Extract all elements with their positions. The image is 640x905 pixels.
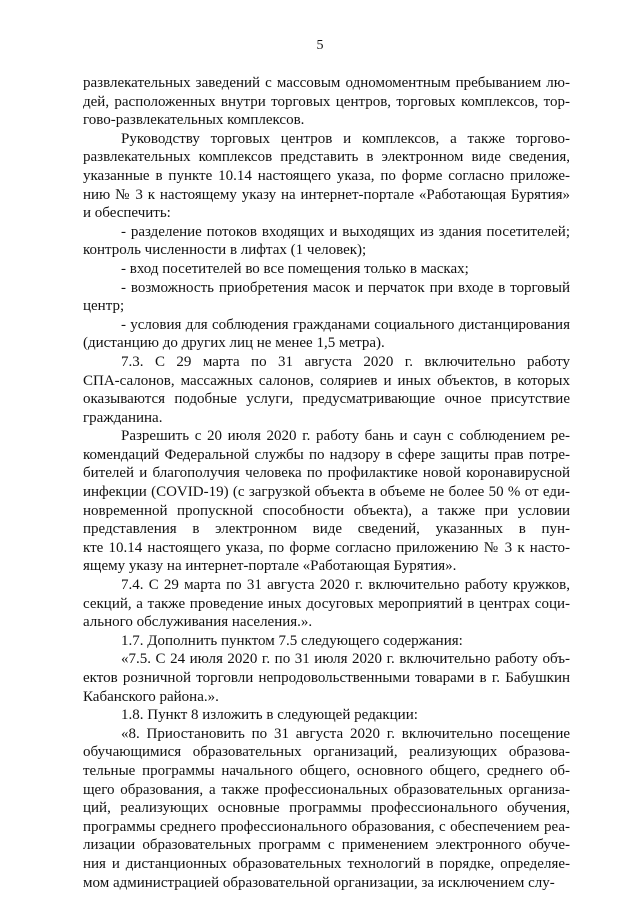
text-line: Разрешить с 20 июля 2020 г. работу бань и саун с соблюдением ре- [121,428,570,445]
text-line: СПА-салонов, массажных салонов, соляриев и иных объектов, в которых [83,372,570,389]
paragraph [83,316,570,353]
text-line: контроль численности в лифтах (1 человек); [83,242,367,259]
text-line: 7.4. С 29 марта по 31 августа 2020 г. включительно работу кружков, [121,577,570,594]
text-line: комендаций Федеральной службы по надзору в сфере защиты прав потре- [83,446,570,463]
text-line: секций, а также проведение иных досуговых мероприятий в центрах соци- [83,595,570,612]
text-line: гражданина. [83,409,163,426]
text-line: 1.7. Дополнить пунктом 7.5 следующего содержания: [121,632,463,649]
paragraph [83,576,570,632]
text-line: щего образования, а также профессиональных образовательных организа- [83,781,570,798]
text-line: «8. Приостановить по 31 августа 2020 г. включительно посещение [121,725,570,742]
paragraph [83,74,570,130]
text-line: 1.8. Пункт 8 изложить в следующей редакции: [121,707,418,724]
text-line: программы среднего профессионального образования, с обеспечением реа- [83,818,570,835]
text-line: - вход посетителей во все помещения только в масках; [121,260,469,277]
text-line: центр; [83,298,125,315]
text-line: кте 10.14 настоящего указа, по форме согласно приложению № 3 к насто- [83,539,570,556]
paragraph [83,223,570,260]
paragraph [83,279,570,316]
text-line: дей, расположенных внутри торговых центров, торговых комплексов, тор- [83,93,570,110]
text-line: оказываются подобные услуги, предусматривающие очное присутствие [83,391,570,408]
text-line: представления в электронном виде сведений, указанных в пун- [83,521,570,538]
text-line: обучающимися образовательных организаций, реализующих образова- [83,744,570,761]
paragraph [83,260,570,279]
text-line: тельные программы начального общего, основного общего, среднего об- [83,762,570,779]
text-line: Руководству торговых центров и комплексов, а также торгово- [121,130,570,147]
paragraph [83,130,570,223]
text-line: бителей и благополучия человека по профилактике новой коронавирусной [83,465,570,482]
text-line: - разделение потоков входящих и выходящих из здания посетителей; [121,223,570,240]
text-line: (дистанцию до других лиц не менее 1,5 метра). [83,335,385,352]
paragraph [83,725,570,892]
text-line: нию № 3 к настоящему указу на интернет-портале «Работающая Бурятия» [83,186,570,203]
text-line: мом администрацией образовательной организации, за исключением слу- [83,874,555,891]
text-line: ния и дистанционных образовательных технологий в порядке, определяе- [83,855,570,872]
text-line: ального обслуживания населения.». [83,614,313,631]
text-line: Кабанского района.». [83,688,219,705]
text-line: ящему указу на интернет-портале «Работающая Бурятия». [83,558,457,575]
paragraph [83,353,570,427]
paragraph [83,706,570,725]
text-line: и обеспечить: [83,205,171,222]
text-line: гово-развлекательных комплексов. [83,112,305,129]
paragraph [83,427,570,576]
document-body [83,74,570,892]
text-line: инфекции (COVID-19) (с загрузкой объекта в объеме не более 50 % от еди- [83,484,570,501]
text-line: новременной пропускной способности объекта), а также при условии [83,502,570,519]
text-line: развлекательных комплексов представить в электронном виде сведения, [83,149,570,166]
text-line: «7.5. С 24 июля 2020 г. по 31 июля 2020 г. включительно работу объ- [121,651,570,668]
paragraph [83,632,570,651]
text-line: ектов розничной торговли непродовольственными товарами в г. Бабушкин [83,670,570,686]
text-line: - условия для соблюдения гражданами социального дистанцирования [121,316,570,333]
paragraph [83,650,570,706]
text-line: развлекательных заведений с массовым одномоментным пребыванием лю- [83,75,570,91]
text-line: ций, реализующих основные программы профессионального обучения, [83,800,570,817]
text-line: - возможность приобретения масок и перчаток при входе в торговый [121,279,570,296]
text-line: лизации образовательных программ с применением электронного обуче- [83,837,570,854]
page-number: 5 [316,38,324,53]
text-line: указанные в пункте 10.14 настоящего указа, по форме согласно приложе- [83,167,570,184]
text-line: 7.3. С 29 марта по 31 августа 2020 г. включительно работу [121,353,570,370]
